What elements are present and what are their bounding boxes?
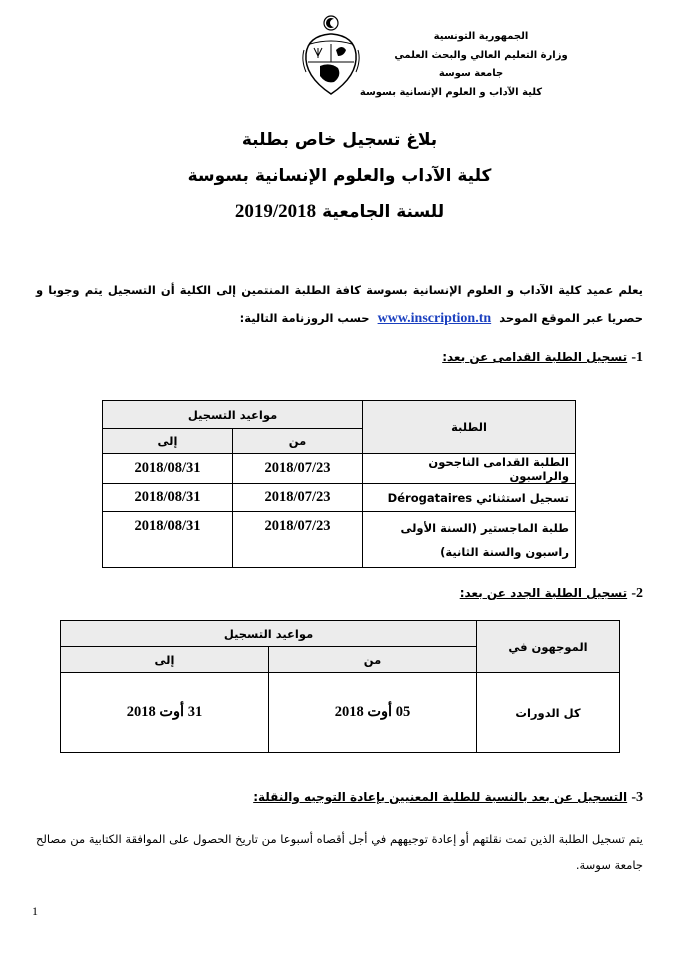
page-number: 1	[32, 904, 38, 918]
section-1-title: تسجيل الطلبة القدامى عن بعد:	[442, 350, 628, 364]
section-2-number: 2-	[631, 586, 643, 601]
title-line-2: كلية الآداب والعلوم الإنسانية بسوسة	[187, 166, 492, 186]
row-from-date: 2018/07/23	[233, 484, 363, 512]
col-oriented-header: الموجهون في	[477, 621, 620, 673]
col-from-header: من	[269, 647, 477, 673]
col-students-header: الطلبة	[363, 401, 576, 454]
row-label: كل الدورات	[477, 673, 620, 753]
row-label: طلبة الماجستير (السنة الأولى راسبون والسنة الثانية)	[363, 512, 576, 568]
academic-year: 2019/2018	[234, 201, 317, 222]
title-line-1: بلاغ تسجيل خاص بطلبة	[241, 130, 438, 150]
header-line-republic: الجمهورية التونسية	[433, 31, 529, 42]
title-line-3-prefix: للسنة الجامعية	[322, 202, 445, 222]
intro-paragraph	[36, 276, 643, 333]
header-line-faculty: كلية الآداب و العلوم الإنسانية بسوسة	[359, 86, 543, 98]
section-3-heading	[253, 790, 643, 806]
section-3-paragraph: يتم تسجيل الطلبة الذين تمت نقلتهم أو إعادة توجيههم في أجل أقصاه أسبوعا من تاريخ الحصول على الموافقة الكتابية من مصالح جامعة سوسة.	[36, 832, 643, 872]
col-dates-header: مواعيد التسجيل	[103, 401, 363, 429]
section-3-title: التسجيل عن بعد بالنسبة للطلبة المعنيين بإعادة التوجيه والنقلة:	[253, 790, 628, 804]
row-to-date: 2018/08/31	[103, 454, 233, 484]
new-students-table	[60, 620, 620, 753]
row-to-date: 31 أوت 2018	[61, 673, 269, 753]
old-students-table	[102, 400, 576, 568]
inscription-link[interactable]: www.inscription.tn	[377, 311, 492, 326]
table-row	[103, 454, 576, 484]
header-line-ministry: وزارة التعليم العالي والبحث العلمي	[394, 49, 568, 61]
table-row	[103, 512, 576, 568]
table-row	[61, 673, 620, 753]
institution-header	[351, 28, 611, 102]
header-line-university: جامعة سوسة	[438, 68, 504, 79]
section-1-number: 1-	[631, 350, 643, 365]
row-to-date: 2018/08/31	[103, 512, 233, 568]
intro-text-1: يعلم عميد كلية الآداب و العلوم الإنسانية بسوسة كافة الطلبة المنتمين إلى الكلية أن التسجيل يتم وجوبا و حصريا عبر الموقع الموحد	[36, 283, 643, 325]
title-line-3	[0, 194, 679, 230]
section-3-number: 3-	[631, 790, 643, 805]
section-1-heading	[442, 350, 643, 366]
row-to-date: 2018/08/31	[103, 484, 233, 512]
row-from-date: 2018/07/23	[233, 512, 363, 568]
section-2-heading	[460, 586, 643, 602]
col-from-header: من	[233, 429, 363, 454]
col-dates-header: مواعيد التسجيل	[61, 621, 477, 647]
row-from-date: 2018/07/23	[233, 454, 363, 484]
intro-text-2: حسب الروزنامة التالية:	[239, 311, 370, 325]
document-title	[0, 122, 679, 230]
col-to-header: إلى	[61, 647, 269, 673]
table-row	[103, 484, 576, 512]
section-2-title: تسجيل الطلبة الجدد عن بعد:	[459, 586, 628, 600]
col-to-header: إلى	[103, 429, 233, 454]
row-label: الطلبة القدامى الناجحون والراسبون	[363, 454, 576, 484]
row-label: تسجيل استثنائي Dérogataires	[363, 484, 576, 512]
row-from-date: 05 أوت 2018	[269, 673, 477, 753]
